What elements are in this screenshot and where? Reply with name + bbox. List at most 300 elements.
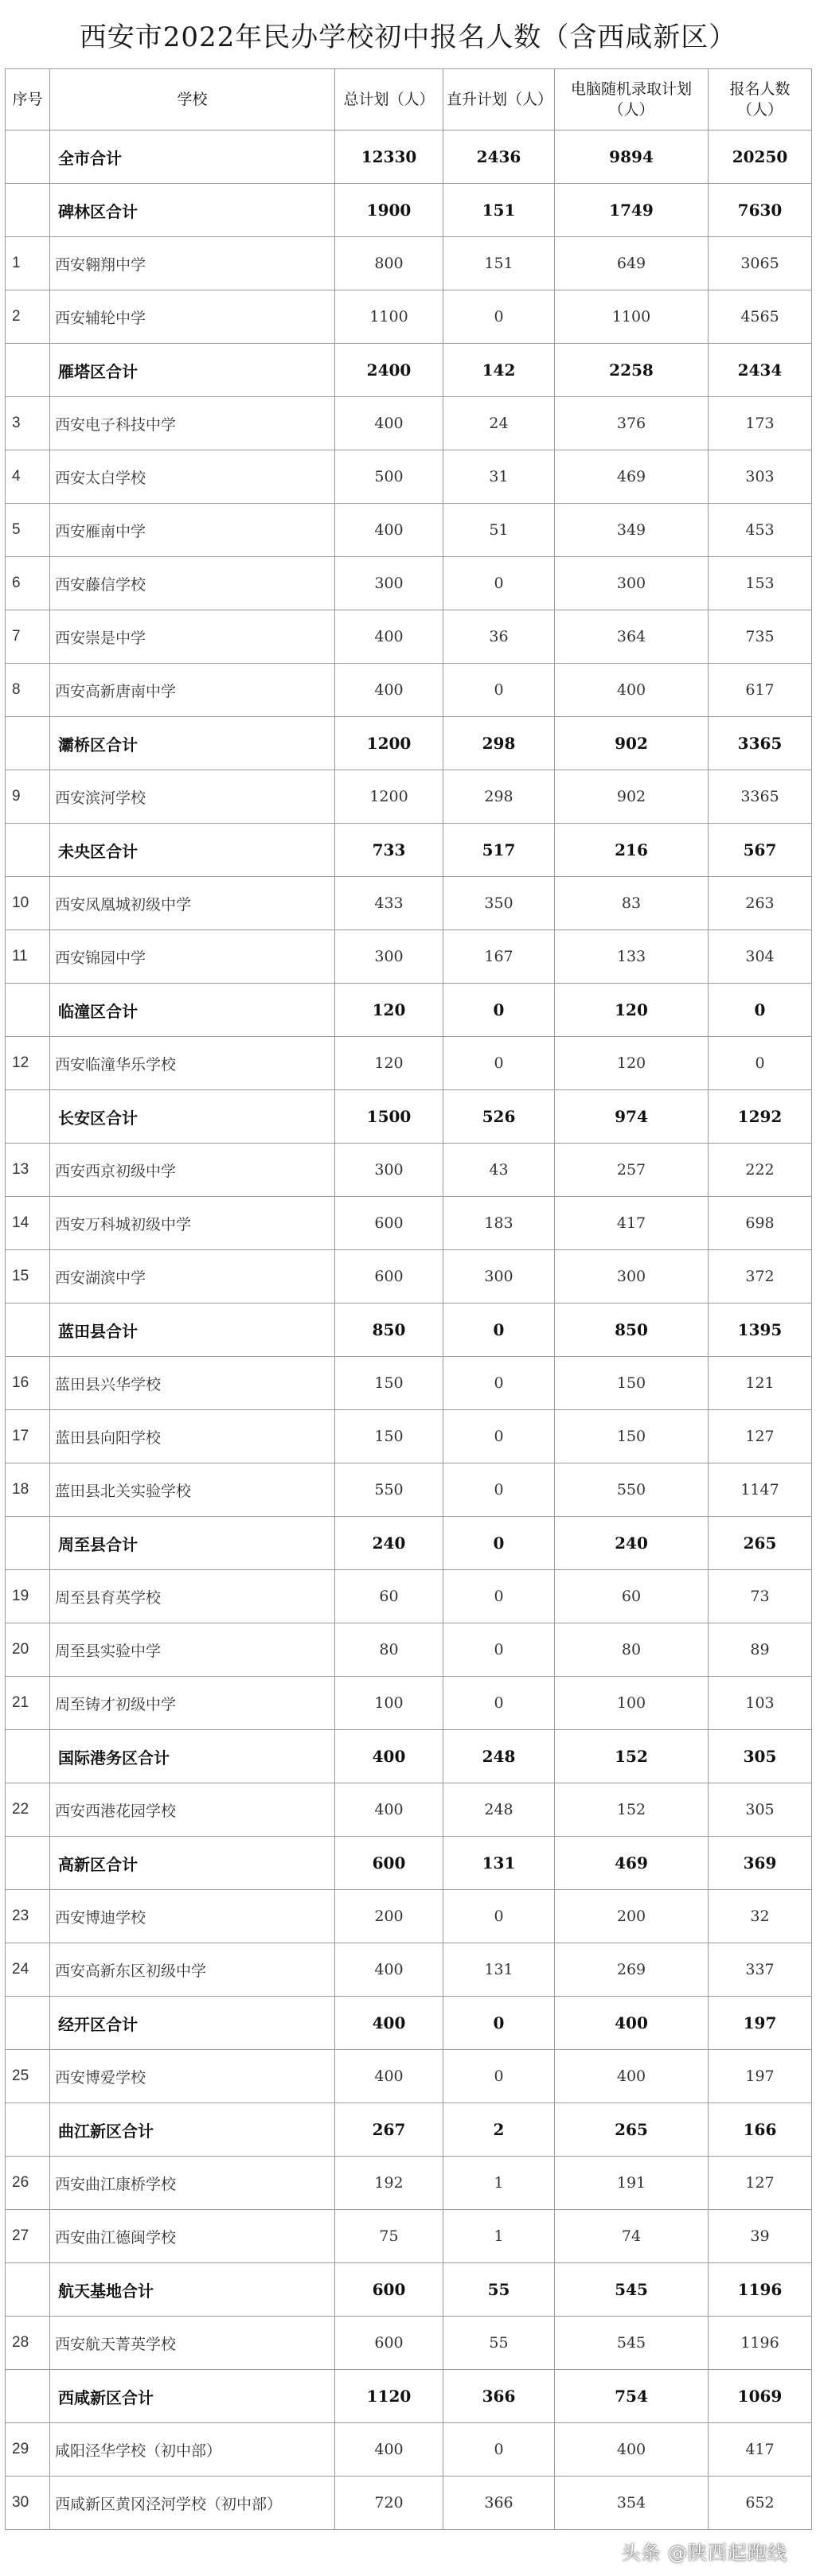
random-plan-cell: 74 (555, 2210, 709, 2263)
row-number-cell: 22 (6, 1783, 50, 1837)
random-plan-cell: 400 (555, 1997, 709, 2050)
district-total-row (6, 184, 812, 237)
district-total-row (6, 1090, 812, 1144)
school-name-cell: 西安西港花园学校 (50, 1783, 335, 1837)
total-plan-cell: 400 (335, 2050, 443, 2103)
table-row (6, 1357, 812, 1410)
random-plan-cell: 469 (555, 450, 709, 504)
total-plan-cell: 100 (335, 1677, 443, 1730)
total-plan-cell: 400 (335, 1730, 443, 1783)
district-total-row (6, 824, 812, 877)
district-total-row (6, 131, 812, 184)
school-name-cell: 长安区合计 (50, 1090, 335, 1144)
row-number-cell (6, 984, 50, 1037)
direct-plan-cell: 2436 (443, 131, 555, 184)
direct-plan-cell: 31 (443, 450, 555, 504)
random-plan-cell: 83 (555, 877, 709, 930)
district-total-row (6, 1997, 812, 2050)
school-name-cell: 西安藤信学校 (50, 557, 335, 610)
total-plan-cell: 300 (335, 930, 443, 984)
direct-plan-cell: 0 (443, 290, 555, 344)
enrollment-table (5, 68, 812, 2530)
direct-plan-cell: 142 (443, 344, 555, 397)
applicants-cell: 39 (709, 2210, 812, 2263)
applicants-cell: 2434 (709, 344, 812, 397)
table-row (6, 1250, 812, 1304)
random-plan-cell: 902 (555, 717, 709, 770)
direct-plan-cell: 0 (443, 1517, 555, 1570)
school-name-cell: 未央区合计 (50, 824, 335, 877)
random-plan-cell: 150 (555, 1357, 709, 1410)
total-plan-cell: 300 (335, 557, 443, 610)
applicants-cell: 337 (709, 1943, 812, 1997)
random-plan-cell: 100 (555, 1677, 709, 1730)
random-plan-cell: 152 (555, 1783, 709, 1837)
total-plan-cell: 400 (335, 1997, 443, 2050)
total-plan-cell: 433 (335, 877, 443, 930)
random-plan-cell: 265 (555, 2103, 709, 2157)
school-name-cell: 西安高新唐南中学 (50, 664, 335, 717)
table-row (6, 1144, 812, 1197)
direct-plan-cell: 0 (443, 1677, 555, 1730)
school-name-cell: 西安雁南中学 (50, 504, 335, 557)
row-number-cell (6, 1997, 50, 2050)
applicants-cell: 735 (709, 610, 812, 664)
district-total-row (6, 344, 812, 397)
random-plan-cell: 60 (555, 1570, 709, 1623)
direct-plan-cell: 2 (443, 2103, 555, 2157)
row-number-cell: 17 (6, 1410, 50, 1463)
school-name-cell: 咸阳泾华学校（初中部） (50, 2423, 335, 2477)
school-name-cell: 临潼区合计 (50, 984, 335, 1037)
row-number-cell (6, 344, 50, 397)
row-number-cell (6, 2263, 50, 2317)
direct-plan-cell: 24 (443, 397, 555, 450)
applicants-cell: 20250 (709, 131, 812, 184)
applicants-cell: 32 (709, 1890, 812, 1943)
row-number-cell: 26 (6, 2157, 50, 2210)
row-number-cell: 21 (6, 1677, 50, 1730)
random-plan-cell: 902 (555, 770, 709, 824)
direct-plan-cell: 1 (443, 2157, 555, 2210)
row-number-cell (6, 1517, 50, 1570)
direct-plan-cell: 0 (443, 1623, 555, 1677)
table-row (6, 397, 812, 450)
total-plan-cell: 1900 (335, 184, 443, 237)
random-plan-cell: 550 (555, 1463, 709, 1517)
header-total-plan: 总计划（人） (335, 69, 443, 131)
random-plan-cell: 240 (555, 1517, 709, 1570)
table-row (6, 664, 812, 717)
school-name-cell: 西安湖滨中学 (50, 1250, 335, 1304)
applicants-cell: 3065 (709, 237, 812, 290)
school-name-cell: 西安辅轮中学 (50, 290, 335, 344)
direct-plan-cell: 151 (443, 237, 555, 290)
applicants-cell: 0 (709, 1037, 812, 1090)
row-number-cell: 16 (6, 1357, 50, 1410)
row-number-cell: 18 (6, 1463, 50, 1517)
table-row (6, 450, 812, 504)
school-name-cell: 西安凤凰城初级中学 (50, 877, 335, 930)
total-plan-cell: 150 (335, 1357, 443, 1410)
school-name-cell: 雁塔区合计 (50, 344, 335, 397)
random-plan-cell: 9894 (555, 131, 709, 184)
row-number-cell: 27 (6, 2210, 50, 2263)
random-plan-cell: 1749 (555, 184, 709, 237)
total-plan-cell: 200 (335, 1890, 443, 1943)
row-number-cell (6, 2370, 50, 2423)
direct-plan-cell: 0 (443, 1890, 555, 1943)
row-number-cell: 15 (6, 1250, 50, 1304)
total-plan-cell: 500 (335, 450, 443, 504)
total-plan-cell: 12330 (335, 131, 443, 184)
school-name-cell: 西安临潼华乐学校 (50, 1037, 335, 1090)
applicants-cell: 567 (709, 824, 812, 877)
row-number-cell: 13 (6, 1144, 50, 1197)
random-plan-cell: 269 (555, 1943, 709, 1997)
direct-plan-cell: 526 (443, 1090, 555, 1144)
school-name-cell: 碑林区合计 (50, 184, 335, 237)
table-row (6, 1783, 812, 1837)
school-name-cell: 西咸新区合计 (50, 2370, 335, 2423)
district-total-row (6, 1517, 812, 1570)
school-name-cell: 西安曲江德闽学校 (50, 2210, 335, 2263)
total-plan-cell: 400 (335, 504, 443, 557)
total-plan-cell: 800 (335, 237, 443, 290)
total-plan-cell: 120 (335, 1037, 443, 1090)
direct-plan-cell: 43 (443, 1144, 555, 1197)
random-plan-cell: 152 (555, 1730, 709, 1783)
total-plan-cell: 1500 (335, 1090, 443, 1144)
direct-plan-cell: 0 (443, 664, 555, 717)
direct-plan-cell: 0 (443, 1037, 555, 1090)
direct-plan-cell: 0 (443, 2050, 555, 2103)
applicants-cell: 263 (709, 877, 812, 930)
table-row (6, 2210, 812, 2263)
row-number-cell: 30 (6, 2477, 50, 2530)
table-row (6, 290, 812, 344)
district-total-row (6, 1730, 812, 1783)
header-applicants: 报名人数（人） (709, 69, 812, 131)
random-plan-cell: 469 (555, 1837, 709, 1890)
total-plan-cell: 60 (335, 1570, 443, 1623)
direct-plan-cell: 55 (443, 2317, 555, 2370)
header-direct-plan: 直升计划（人） (443, 69, 555, 131)
total-plan-cell: 600 (335, 1197, 443, 1250)
applicants-cell: 3365 (709, 717, 812, 770)
district-total-row (6, 2370, 812, 2423)
random-plan-cell: 354 (555, 2477, 709, 2530)
total-plan-cell: 240 (335, 1517, 443, 1570)
school-name-cell: 西安滨河学校 (50, 770, 335, 824)
school-name-cell: 周至县合计 (50, 1517, 335, 1570)
total-plan-cell: 600 (335, 2263, 443, 2317)
applicants-cell: 1147 (709, 1463, 812, 1517)
total-plan-cell: 400 (335, 2423, 443, 2477)
spreadsheet (5, 0, 811, 2530)
direct-plan-cell: 0 (443, 557, 555, 610)
random-plan-cell: 257 (555, 1144, 709, 1197)
row-number-cell: 14 (6, 1197, 50, 1250)
direct-plan-cell: 183 (443, 1197, 555, 1250)
direct-plan-cell: 0 (443, 1410, 555, 1463)
header-no: 序号 (6, 69, 50, 131)
direct-plan-cell: 350 (443, 877, 555, 930)
total-plan-cell: 1100 (335, 290, 443, 344)
total-plan-cell: 733 (335, 824, 443, 877)
school-name-cell: 西安万科城初级中学 (50, 1197, 335, 1250)
applicants-cell: 1196 (709, 2263, 812, 2317)
table-row (6, 1570, 812, 1623)
table-row (6, 504, 812, 557)
row-number-cell (6, 1837, 50, 1890)
random-plan-cell: 80 (555, 1623, 709, 1677)
direct-plan-cell: 36 (443, 610, 555, 664)
applicants-cell: 0 (709, 984, 812, 1037)
applicants-cell: 197 (709, 1997, 812, 2050)
applicants-cell: 3365 (709, 770, 812, 824)
random-plan-cell: 400 (555, 664, 709, 717)
row-number-cell: 3 (6, 397, 50, 450)
school-name-cell: 航天基地合计 (50, 2263, 335, 2317)
row-number-cell: 10 (6, 877, 50, 930)
row-number-cell (6, 131, 50, 184)
random-plan-cell: 974 (555, 1090, 709, 1144)
random-plan-cell: 649 (555, 237, 709, 290)
applicants-cell: 103 (709, 1677, 812, 1730)
watermark: 头条 @陕西起跑线 (621, 2542, 787, 2564)
table-row (6, 610, 812, 664)
table-row (6, 1623, 812, 1677)
applicants-cell: 166 (709, 2103, 812, 2157)
school-name-cell: 西安曲江康桥学校 (50, 2157, 335, 2210)
total-plan-cell: 75 (335, 2210, 443, 2263)
total-plan-cell: 120 (335, 984, 443, 1037)
row-number-cell: 4 (6, 450, 50, 504)
school-name-cell: 曲江新区合计 (50, 2103, 335, 2157)
direct-plan-cell: 131 (443, 1943, 555, 1997)
random-plan-cell: 754 (555, 2370, 709, 2423)
district-total-row (6, 717, 812, 770)
table-row (6, 2050, 812, 2103)
district-total-row (6, 984, 812, 1037)
total-plan-cell: 600 (335, 2317, 443, 2370)
direct-plan-cell: 366 (443, 2370, 555, 2423)
total-plan-cell: 150 (335, 1410, 443, 1463)
random-plan-cell: 216 (555, 824, 709, 877)
school-name-cell: 西安电子科技中学 (50, 397, 335, 450)
school-name-cell: 经开区合计 (50, 1997, 335, 2050)
table-row (6, 1890, 812, 1943)
direct-plan-cell: 0 (443, 1357, 555, 1410)
row-number-cell: 23 (6, 1890, 50, 1943)
table-row (6, 930, 812, 984)
applicants-cell: 197 (709, 2050, 812, 2103)
district-total-row (6, 1837, 812, 1890)
row-number-cell: 11 (6, 930, 50, 984)
school-name-cell: 西安翱翔中学 (50, 237, 335, 290)
total-plan-cell: 80 (335, 1623, 443, 1677)
school-name-cell: 国际港务区合计 (50, 1730, 335, 1783)
applicants-cell: 89 (709, 1623, 812, 1677)
direct-plan-cell: 300 (443, 1250, 555, 1304)
total-plan-cell: 400 (335, 664, 443, 717)
direct-plan-cell: 51 (443, 504, 555, 557)
applicants-cell: 127 (709, 2157, 812, 2210)
table-row (6, 1197, 812, 1250)
direct-plan-cell: 0 (443, 1570, 555, 1623)
direct-plan-cell: 0 (443, 1463, 555, 1517)
applicants-cell: 121 (709, 1357, 812, 1410)
applicants-cell: 127 (709, 1410, 812, 1463)
applicants-cell: 4565 (709, 290, 812, 344)
direct-plan-cell: 366 (443, 2477, 555, 2530)
school-name-cell: 西咸新区黄冈泾河学校（初中部） (50, 2477, 335, 2530)
table-row (6, 2157, 812, 2210)
row-number-cell: 12 (6, 1037, 50, 1090)
direct-plan-cell: 55 (443, 2263, 555, 2317)
school-name-cell: 西安高新东区初级中学 (50, 1943, 335, 1997)
random-plan-cell: 364 (555, 610, 709, 664)
random-plan-cell: 191 (555, 2157, 709, 2210)
direct-plan-cell: 248 (443, 1730, 555, 1783)
applicants-cell: 7630 (709, 184, 812, 237)
table-row (6, 2423, 812, 2477)
random-plan-cell: 120 (555, 984, 709, 1037)
direct-plan-cell: 1 (443, 2210, 555, 2263)
table-row (6, 2477, 812, 2530)
district-total-row (6, 2263, 812, 2317)
district-total-row (6, 1304, 812, 1357)
header-row (6, 69, 812, 131)
random-plan-cell: 133 (555, 930, 709, 984)
applicants-cell: 372 (709, 1250, 812, 1304)
total-plan-cell: 550 (335, 1463, 443, 1517)
direct-plan-cell: 517 (443, 824, 555, 877)
table-row (6, 557, 812, 610)
school-name-cell: 蓝田县兴华学校 (50, 1357, 335, 1410)
district-total-row (6, 2103, 812, 2157)
school-name-cell: 周至铸才初级中学 (50, 1677, 335, 1730)
total-plan-cell: 850 (335, 1304, 443, 1357)
row-number-cell (6, 717, 50, 770)
school-name-cell: 西安博爱学校 (50, 2050, 335, 2103)
row-number-cell: 7 (6, 610, 50, 664)
random-plan-cell: 200 (555, 1890, 709, 1943)
table-row (6, 1677, 812, 1730)
table-body (6, 131, 812, 2530)
direct-plan-cell: 298 (443, 717, 555, 770)
applicants-cell: 1069 (709, 2370, 812, 2423)
row-number-cell (6, 1730, 50, 1783)
school-name-cell: 周至县实验中学 (50, 1623, 335, 1677)
applicants-cell: 453 (709, 504, 812, 557)
random-plan-cell: 120 (555, 1037, 709, 1090)
random-plan-cell: 150 (555, 1410, 709, 1463)
table-row (6, 237, 812, 290)
random-plan-cell: 1100 (555, 290, 709, 344)
table-row (6, 1410, 812, 1463)
random-plan-cell: 300 (555, 1250, 709, 1304)
row-number-cell: 5 (6, 504, 50, 557)
applicants-cell: 73 (709, 1570, 812, 1623)
row-number-cell: 6 (6, 557, 50, 610)
table-row (6, 1943, 812, 1997)
total-plan-cell: 400 (335, 1783, 443, 1837)
total-plan-cell: 267 (335, 2103, 443, 2157)
total-plan-cell: 192 (335, 2157, 443, 2210)
direct-plan-cell: 167 (443, 930, 555, 984)
table-row (6, 1037, 812, 1090)
total-plan-cell: 1200 (335, 717, 443, 770)
school-name-cell: 高新区合计 (50, 1837, 335, 1890)
applicants-cell: 153 (709, 557, 812, 610)
applicants-cell: 1395 (709, 1304, 812, 1357)
school-name-cell: 西安航天菁英学校 (50, 2317, 335, 2370)
direct-plan-cell: 298 (443, 770, 555, 824)
direct-plan-cell: 0 (443, 2423, 555, 2477)
school-name-cell: 西安锦园中学 (50, 930, 335, 984)
applicants-cell: 173 (709, 397, 812, 450)
direct-plan-cell: 0 (443, 1997, 555, 2050)
row-number-cell: 8 (6, 664, 50, 717)
applicants-cell: 1292 (709, 1090, 812, 1144)
applicants-cell: 652 (709, 2477, 812, 2530)
random-plan-cell: 376 (555, 397, 709, 450)
school-name-cell: 西安太白学校 (50, 450, 335, 504)
school-name-cell: 蓝田县北关实验学校 (50, 1463, 335, 1517)
random-plan-cell: 545 (555, 2317, 709, 2370)
total-plan-cell: 300 (335, 1144, 443, 1197)
school-name-cell: 西安崇是中学 (50, 610, 335, 664)
direct-plan-cell: 131 (443, 1837, 555, 1890)
row-number-cell: 2 (6, 290, 50, 344)
direct-plan-cell: 0 (443, 984, 555, 1037)
applicants-cell: 222 (709, 1144, 812, 1197)
row-number-cell: 25 (6, 2050, 50, 2103)
total-plan-cell: 600 (335, 1250, 443, 1304)
table-row (6, 1463, 812, 1517)
applicants-cell: 1196 (709, 2317, 812, 2370)
school-name-cell: 蓝田县合计 (50, 1304, 335, 1357)
random-plan-cell: 850 (555, 1304, 709, 1357)
random-plan-cell: 300 (555, 557, 709, 610)
row-number-cell (6, 1304, 50, 1357)
applicants-cell: 617 (709, 664, 812, 717)
total-plan-cell: 400 (335, 1943, 443, 1997)
header-random-plan: 电脑随机录取计划（人） (555, 69, 709, 131)
applicants-cell: 265 (709, 1517, 812, 1570)
row-number-cell: 29 (6, 2423, 50, 2477)
total-plan-cell: 400 (335, 610, 443, 664)
school-name-cell: 全市合计 (50, 131, 335, 184)
total-plan-cell: 1120 (335, 2370, 443, 2423)
random-plan-cell: 400 (555, 2423, 709, 2477)
applicants-cell: 369 (709, 1837, 812, 1890)
direct-plan-cell: 151 (443, 184, 555, 237)
school-name-cell: 周至县育英学校 (50, 1570, 335, 1623)
row-number-cell (6, 1090, 50, 1144)
random-plan-cell: 417 (555, 1197, 709, 1250)
row-number-cell: 28 (6, 2317, 50, 2370)
row-number-cell: 1 (6, 237, 50, 290)
row-number-cell: 20 (6, 1623, 50, 1677)
row-number-cell (6, 2103, 50, 2157)
direct-plan-cell: 248 (443, 1783, 555, 1837)
row-number-cell (6, 824, 50, 877)
row-number-cell: 9 (6, 770, 50, 824)
random-plan-cell: 400 (555, 2050, 709, 2103)
